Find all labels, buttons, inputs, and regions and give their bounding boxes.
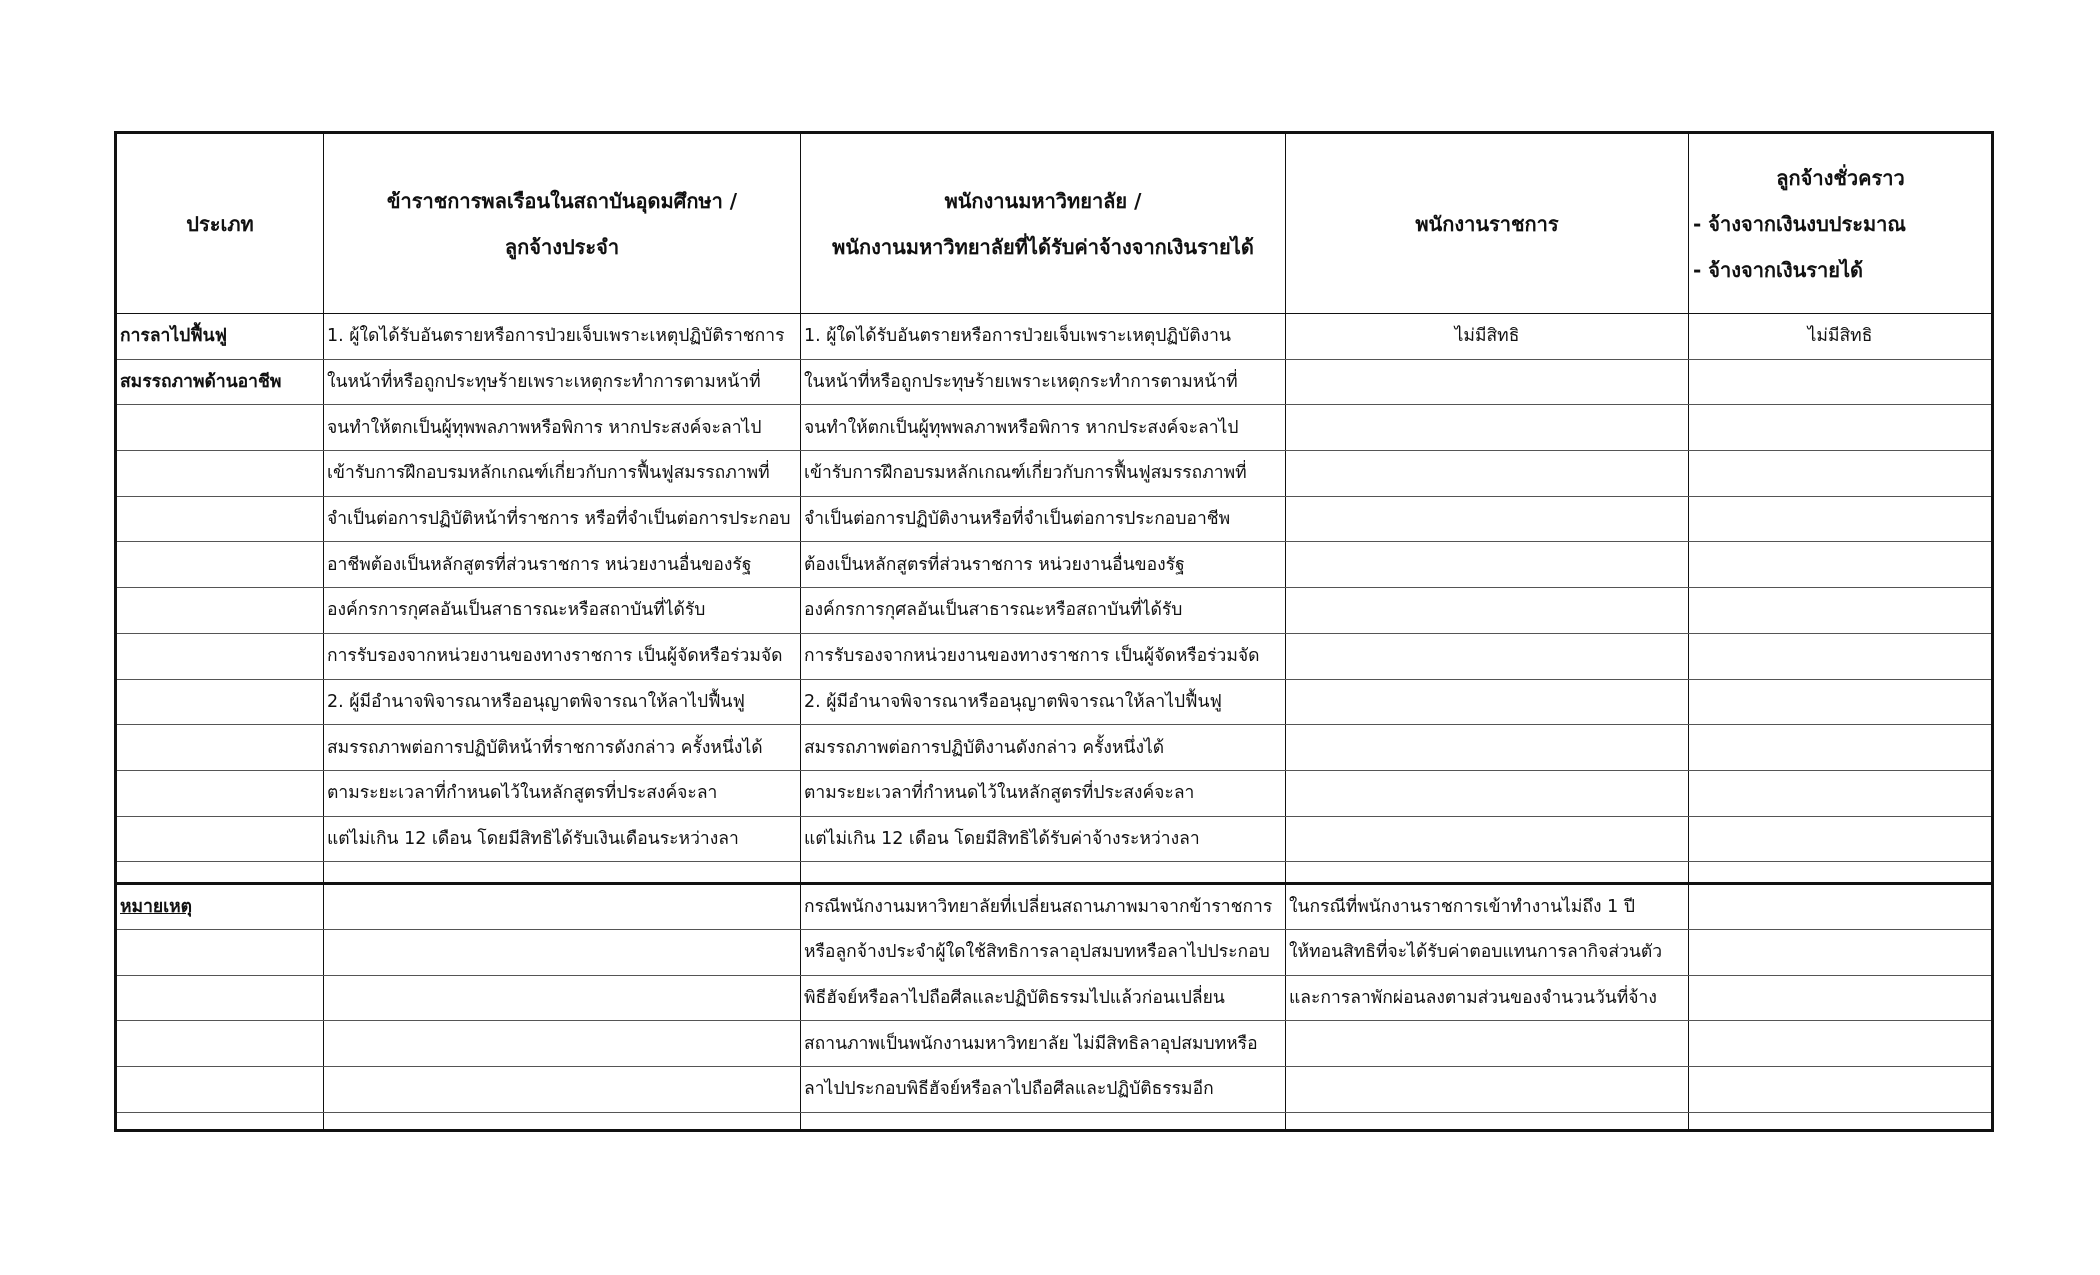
empty-cell	[116, 725, 324, 771]
empty-cell	[1689, 542, 1993, 588]
government-employee-rights: ไม่มีสิทธิ	[1286, 314, 1689, 360]
empty-cell	[1689, 929, 1993, 975]
empty-cell	[324, 1112, 801, 1130]
civil-servant-text: อาชีพต้องเป็นหลักสูตรที่ส่วนราชการ หน่วยงานอื่นของรัฐ	[324, 542, 801, 588]
note-university-staff-text: กรณีพนักงานมหาวิทยาลัยที่เปลี่ยนสถานภาพมาจากข้าราชการ	[801, 884, 1286, 930]
civil-servant-text: จำเป็นต่อการปฏิบัติหน้าที่ราชการ หรือที่จำเป็นต่อการประกอบ	[324, 496, 801, 542]
leave-type-label-line2: สมรรถภาพด้านอาชีพ	[116, 359, 324, 405]
empty-cell	[324, 975, 801, 1021]
empty-cell	[116, 929, 324, 975]
empty-cell	[801, 862, 1286, 884]
spacer-row	[116, 862, 1993, 884]
university-staff-text: องค์กรการกุศลอันเป็นสาธารณะหรือสถาบันที่ได้รับ	[801, 588, 1286, 634]
header-temporary-employee	[1689, 133, 1993, 314]
empty-cell	[1286, 496, 1689, 542]
leave-rights-table	[114, 131, 1994, 1132]
empty-cell	[1689, 405, 1993, 451]
table-row	[116, 496, 1993, 542]
empty-cell	[324, 1067, 801, 1113]
header-university-staff-line2: พนักงานมหาวิทยาลัยที่ได้รับค่าจ้างจากเงินรายได้	[832, 234, 1254, 259]
empty-cell	[1286, 679, 1689, 725]
header-temporary-employee-line3: - จ้างจากเงินรายได้	[1693, 257, 1864, 282]
civil-servant-text: องค์กรการกุศลอันเป็นสาธารณะหรือสถาบันที่ได้รับ	[324, 588, 801, 634]
table-row	[116, 542, 1993, 588]
civil-servant-text: ในหน้าที่หรือถูกประทุษร้ายเพราะเหตุกระทำการตามหน้าที่	[324, 359, 801, 405]
empty-cell	[116, 770, 324, 816]
empty-cell	[1689, 975, 1993, 1021]
table-row	[116, 359, 1993, 405]
empty-cell	[1689, 679, 1993, 725]
university-staff-text: จนทำให้ตกเป็นผู้ทุพพลภาพหรือพิการ หากประสงค์จะลาไป	[801, 405, 1286, 451]
table-row	[116, 1067, 1993, 1113]
empty-cell	[1689, 725, 1993, 771]
civil-servant-text: เข้ารับการฝึกอบรมหลักเกณฑ์เกี่ยวกับการฟื้นฟูสมรรถภาพที่	[324, 451, 801, 497]
empty-cell	[1286, 542, 1689, 588]
empty-cell	[116, 633, 324, 679]
empty-cell	[116, 451, 324, 497]
university-staff-text: ตามระยะเวลาที่กำหนดไว้ในหลักสูตรที่ประสงค์จะลา	[801, 770, 1286, 816]
civil-servant-text: แต่ไม่เกิน 12 เดือน โดยมีสิทธิได้รับเงินเดือนระหว่างลา	[324, 816, 801, 862]
empty-cell	[116, 816, 324, 862]
empty-cell	[324, 862, 801, 884]
empty-cell	[1286, 725, 1689, 771]
table-row	[116, 633, 1993, 679]
table-row	[116, 588, 1993, 634]
university-staff-text: 2. ผู้มีอำนาจพิจารณาหรืออนุญาตพิจารณาให้ลาไปฟื้นฟู	[801, 679, 1286, 725]
header-civil-servant-line2: ลูกจ้างประจำ	[504, 234, 620, 259]
note-government-employee-text: ในกรณีที่พนักงานราชการเข้าทำงานไม่ถึง 1 ปี	[1286, 884, 1689, 930]
university-staff-text: การรับรองจากหน่วยงานของทางราชการ เป็นผู้จัดหรือร่วมจัด	[801, 633, 1286, 679]
empty-cell	[1689, 588, 1993, 634]
empty-cell	[1689, 770, 1993, 816]
note-university-staff-text: ลาไปประกอบพิธีฮัจย์หรือลาไปถือศีลและปฏิบัติธรรมอีก	[801, 1067, 1286, 1113]
civil-servant-text: 2. ผู้มีอำนาจพิจารณาหรืออนุญาตพิจารณาให้ลาไปฟื้นฟู	[324, 679, 801, 725]
empty-cell	[1689, 359, 1993, 405]
table-row	[116, 975, 1993, 1021]
notes-label: หมายเหตุ	[116, 884, 324, 930]
note-university-staff-text: หรือลูกจ้างประจำผู้ใดใช้สิทธิการลาอุปสมบทหรือลาไปประกอบ	[801, 929, 1286, 975]
empty-cell	[116, 542, 324, 588]
header-type: ประเภท	[116, 133, 324, 314]
empty-cell	[1286, 770, 1689, 816]
civil-servant-text: การรับรองจากหน่วยงานของทางราชการ เป็นผู้จัดหรือร่วมจัด	[324, 633, 801, 679]
empty-cell	[1689, 496, 1993, 542]
spacer-row	[116, 1112, 1993, 1130]
table-row	[116, 884, 1993, 930]
table-row	[116, 405, 1993, 451]
civil-servant-text: 1. ผู้ใดได้รับอันตรายหรือการป่วยเจ็บเพราะเหตุปฏิบัติราชการ	[324, 314, 801, 360]
leave-type-label-line1: การลาไปฟื้นฟู	[116, 314, 324, 360]
note-government-employee-text: และการลาพักผ่อนลงตามส่วนของจำนวนวันที่จ้าง	[1286, 975, 1689, 1021]
empty-cell	[1286, 359, 1689, 405]
university-staff-text: แต่ไม่เกิน 12 เดือน โดยมีสิทธิได้รับค่าจ้างระหว่างลา	[801, 816, 1286, 862]
empty-cell	[324, 884, 801, 930]
empty-cell	[1286, 1112, 1689, 1130]
empty-cell	[1286, 862, 1689, 884]
university-staff-text: เข้ารับการฝึกอบรมหลักเกณฑ์เกี่ยวกับการฟื้นฟูสมรรถภาพที่	[801, 451, 1286, 497]
empty-cell	[1689, 1021, 1993, 1067]
empty-cell	[1689, 1067, 1993, 1113]
header-university-staff	[801, 133, 1286, 314]
empty-cell	[1689, 884, 1993, 930]
empty-cell	[116, 862, 324, 884]
empty-cell	[116, 496, 324, 542]
civil-servant-text: ตามระยะเวลาที่กำหนดไว้ในหลักสูตรที่ประสงค์จะลา	[324, 770, 801, 816]
empty-cell	[116, 1112, 324, 1130]
empty-cell	[116, 588, 324, 634]
empty-cell	[116, 405, 324, 451]
empty-cell	[1286, 816, 1689, 862]
table-row	[116, 725, 1993, 771]
table-row	[116, 770, 1993, 816]
empty-cell	[1286, 405, 1689, 451]
note-university-staff-text: พิธีฮัจย์หรือลาไปถือศีลและปฏิบัติธรรมไปแล้วก่อนเปลี่ยน	[801, 975, 1286, 1021]
empty-cell	[1689, 451, 1993, 497]
table-row	[116, 929, 1993, 975]
empty-cell	[801, 1112, 1286, 1130]
empty-cell	[1689, 633, 1993, 679]
empty-cell	[1286, 633, 1689, 679]
table-row	[116, 451, 1993, 497]
note-government-employee-text: ให้ทอนสิทธิที่จะได้รับค่าตอบแทนการลากิจส่วนตัว	[1286, 929, 1689, 975]
empty-cell	[116, 1067, 324, 1113]
header-civil-servant	[324, 133, 801, 314]
university-staff-text: 1. ผู้ใดได้รับอันตรายหรือการป่วยเจ็บเพราะเหตุปฏิบัติงาน	[801, 314, 1286, 360]
empty-cell	[1286, 1021, 1689, 1067]
table-row	[116, 679, 1993, 725]
header-university-staff-line1: พนักงานมหาวิทยาลัย /	[944, 188, 1142, 213]
header-temporary-employee-line2: - จ้างจากเงินงบประมาณ	[1693, 211, 1906, 236]
empty-cell	[324, 1021, 801, 1067]
empty-cell	[1286, 451, 1689, 497]
empty-cell	[1286, 588, 1689, 634]
university-staff-text: จำเป็นต่อการปฏิบัติงานหรือที่จำเป็นต่อการประกอบอาชีพ	[801, 496, 1286, 542]
empty-cell	[1689, 1112, 1993, 1130]
table-row	[116, 816, 1993, 862]
empty-cell	[116, 975, 324, 1021]
temporary-employee-rights: ไม่มีสิทธิ	[1689, 314, 1993, 360]
empty-cell	[324, 929, 801, 975]
empty-cell	[116, 1021, 324, 1067]
university-staff-text: ในหน้าที่หรือถูกประทุษร้ายเพราะเหตุกระทำการตามหน้าที่	[801, 359, 1286, 405]
empty-cell	[1689, 862, 1993, 884]
university-staff-text: ต้องเป็นหลักสูตรที่ส่วนราชการ หน่วยงานอื่นของรัฐ	[801, 542, 1286, 588]
civil-servant-text: จนทำให้ตกเป็นผู้ทุพพลภาพหรือพิการ หากประสงค์จะลาไป	[324, 405, 801, 451]
header-temporary-employee-line1: ลูกจ้างชั่วคราว	[1776, 165, 1905, 190]
header-government-employee: พนักงานราชการ	[1286, 133, 1689, 314]
table-row	[116, 314, 1993, 360]
empty-cell	[1689, 816, 1993, 862]
header-civil-servant-line1: ข้าราชการพลเรือนในสถาบันอุดมศึกษา /	[386, 188, 738, 213]
empty-cell	[116, 679, 324, 725]
empty-cell	[1286, 1067, 1689, 1113]
table-row	[116, 1021, 1993, 1067]
civil-servant-text: สมรรถภาพต่อการปฏิบัติหน้าที่ราชการดังกล่าว ครั้งหนึ่งได้	[324, 725, 801, 771]
header-row	[116, 133, 1993, 314]
note-university-staff-text: สถานภาพเป็นพนักงานมหาวิทยาลัย ไม่มีสิทธิลาอุปสมบทหรือ	[801, 1021, 1286, 1067]
university-staff-text: สมรรถภาพต่อการปฏิบัติงานดังกล่าว ครั้งหนึ่งได้	[801, 725, 1286, 771]
